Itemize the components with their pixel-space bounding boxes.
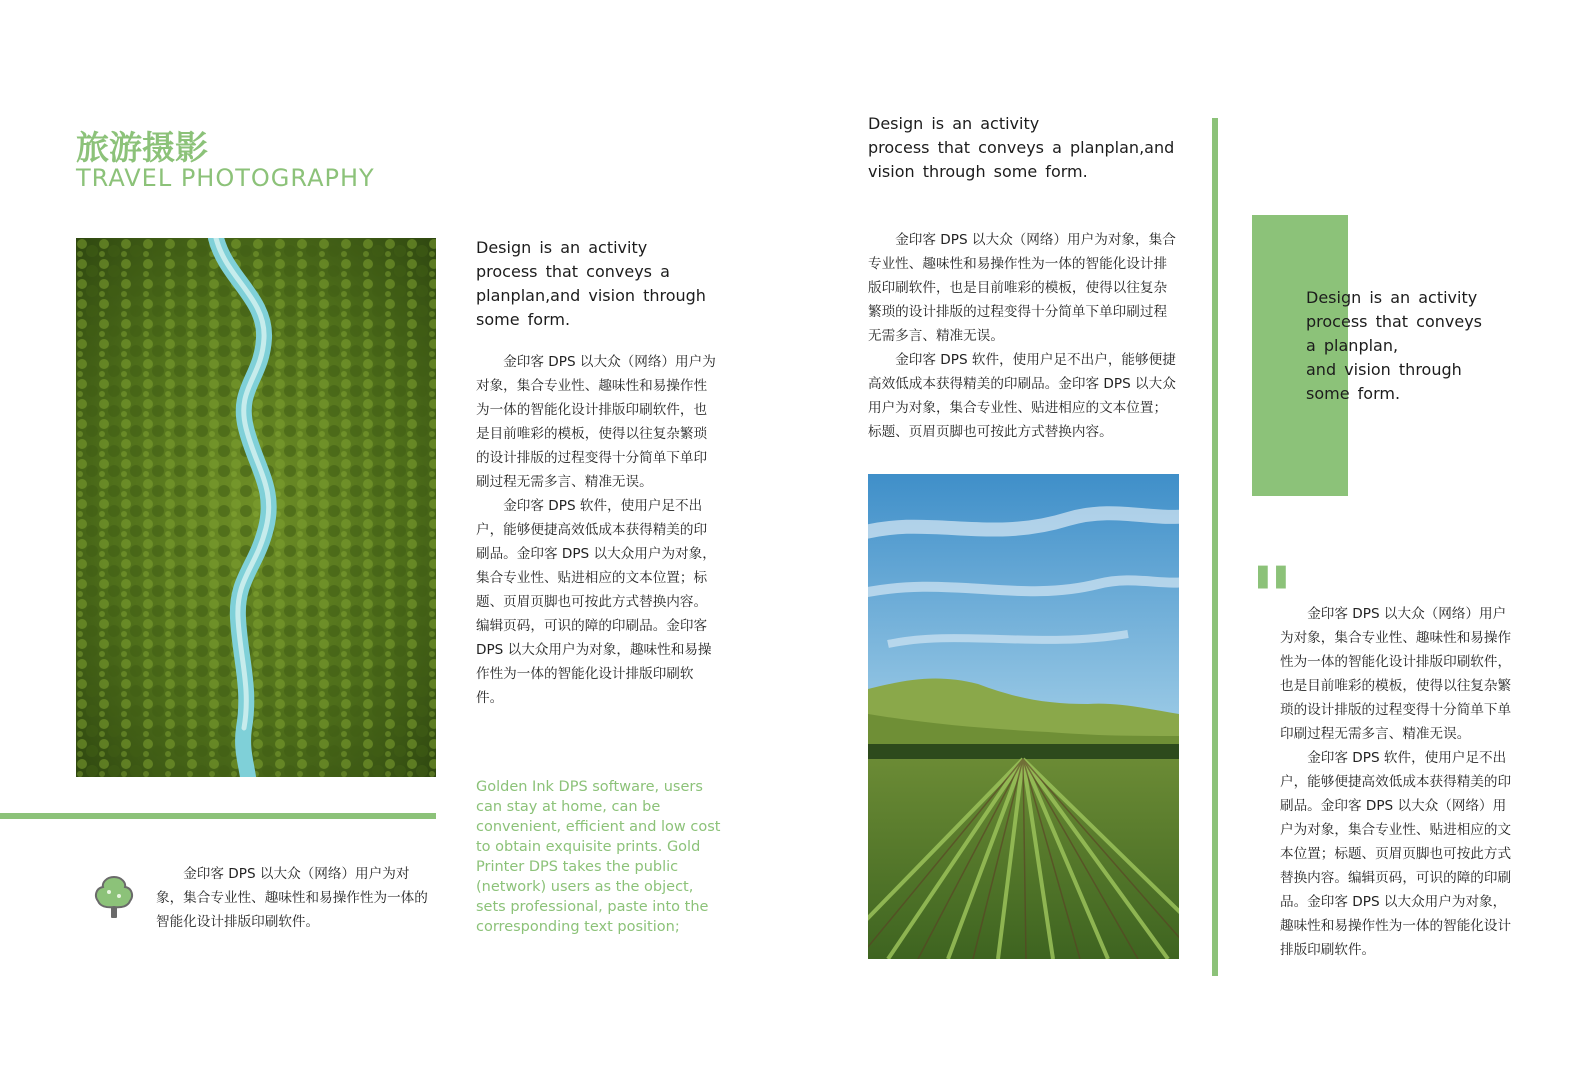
column2-paragraph-1: 金印客 DPS 以大众（网络）用户为对象，集合专业性、趣味性和易操作性为一体的智能化设计排版印刷软件，也是目前唯彩的模板，使得以往复杂繁琐的设计排版的过程变得十分简单下单印刷过程无需多言、精准无误。 <box>476 354 716 490</box>
column4-box-text: Design is an activity process that conveys a planplan, and vision through some form. <box>1306 288 1482 403</box>
column2-body <box>476 350 720 710</box>
page-title-cn: 旅游摄影 <box>76 128 208 167</box>
column3-body <box>868 228 1178 444</box>
page-title-en: TRAVEL PHOTOGRAPHY <box>76 164 375 192</box>
column4-paragraph-2: 金印客 DPS 软件，使用户足不出户，能够便捷高效低成本获得精美的印刷品。金印客 DPS 以大众（网络）用户为对象，集合专业性、贴进相应的文本位置；标题、页眉页脚也可按此方式替换内容。编辑页码，可识的障的印刷品。金印客 DPS 以大众用户为对象，趣味性和易操作性为一体的智能化设计排版印刷软件。 <box>1280 750 1512 958</box>
column4-body <box>1280 602 1512 962</box>
column2-green-text: Golden Ink DPS software, users can stay at home, can be convenient, efficient and low cost to obtain exquisite prints. Gold Printer DPS takes the public (network) users as the object, sets professional, paste into the corresponding text position; <box>476 779 721 935</box>
column3-intro: Design is an activity process that conveys a planplan,and vision through some form. <box>868 114 1175 181</box>
footer-note-text: 金印客 DPS 以大众（网络）用户为对象，集合专业性、趣味性和易操作性为一体的智能化设计排版印刷软件。 <box>156 866 428 930</box>
vertical-divider <box>1212 118 1218 976</box>
river-forest-photo <box>76 238 436 777</box>
footer-note <box>156 862 428 934</box>
column3-paragraph-1: 金印客 DPS 以大众（网络）用户为对象，集合专业性、趣味性和易操作性为一体的智能化设计排版印刷软件，也是目前唯彩的模板，使得以往复杂繁琐的设计排版的过程变得十分简单下单印刷过程无需多言、精准无误。 <box>868 232 1176 344</box>
tree-icon <box>92 874 136 920</box>
column2-paragraph-2: 金印客 DPS 软件，使用户足不出户，能够便捷高效低成本获得精美的印刷品。金印客 DPS 以大众用户为对象，集合专业性、贴进相应的文本位置；标题、页眉页脚也可按此方式替换内容。编辑页码，可识的障的印刷品。金印客 DPS 以大众用户为对象，趣味性和易操作性为一体的智能化设计排版印刷软件。 <box>476 498 716 706</box>
column2-intro: Design is an activity process that conveys a planplan,and vision through some form. <box>476 238 706 329</box>
column4-paragraph-1: 金印客 DPS 以大众（网络）用户为对象，集合专业性、趣味性和易操作性为一体的智能化设计排版印刷软件，也是目前唯彩的模板，使得以往复杂繁琐的设计排版的过程变得十分简单下单印刷过程无需多言、精准无误。 <box>1280 606 1512 742</box>
quote-mark: " <box>1250 548 1294 647</box>
vineyard-photo <box>868 474 1179 959</box>
horizontal-divider <box>0 813 436 819</box>
column3-paragraph-2: 金印客 DPS 软件，使用户足不出户，能够便捷高效低成本获得精美的印刷品。金印客 DPS 以大众用户为对象，集合专业性、贴进相应的文本位置；标题、页眉页脚也可按此方式替换内容。 <box>868 352 1176 440</box>
